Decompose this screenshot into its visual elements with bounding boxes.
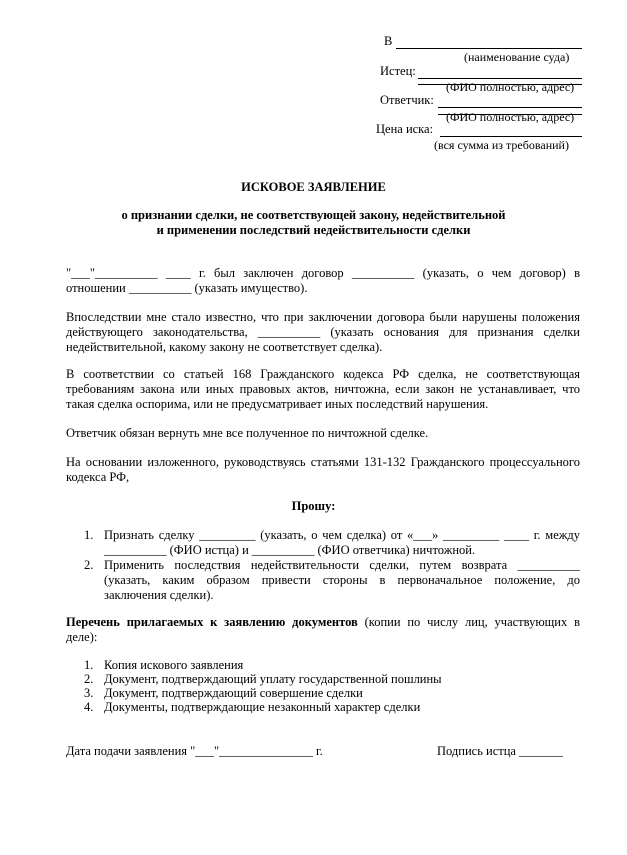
- paragraph-return: [66, 426, 580, 441]
- paragraph-line: требованиям закона или иных правовых актов, ничтожна, если закон не устанавливает, что: [66, 382, 580, 396]
- court-line: [372, 34, 582, 49]
- price-label: Цена иска:: [376, 122, 434, 136]
- price-line: [372, 122, 582, 137]
- paragraph-article-168: [66, 367, 580, 412]
- request-line: __________ (ФИО истца) и __________ (ФИО ответчика) ничтожной.: [104, 543, 476, 557]
- request-line: Применить последствия недействительности сделки, путем возврата __________: [104, 558, 580, 572]
- attachments-heading-line: [66, 615, 580, 630]
- list-item-text: Копия искового заявления: [104, 658, 244, 672]
- list-item-text: Документ, подтверждающий уплату государственной пошлины: [104, 672, 442, 686]
- list-item-number: 2.: [84, 672, 94, 686]
- attachments-heading-rest: (копии по числу лиц, участвующих в: [357, 615, 580, 629]
- paragraph-line: "___"__________ ____ г. был заключен договор __________ (указать, о чем договор) в: [66, 266, 580, 280]
- paragraph-line: В соответствии со статьей 168 Гражданского кодекса РФ сделка, не соответствующая: [66, 367, 580, 381]
- paragraph-line: Впоследствии мне стало известно, что при заключении договора были нарушены положения: [66, 310, 580, 324]
- paragraph-violation: [66, 310, 580, 355]
- price-note: (вся сумма из требований): [434, 138, 569, 152]
- list-item-number: 3.: [84, 686, 94, 700]
- paragraph-line: такая сделка оспорима, или не предусматривает иных последствий нарушения.: [66, 397, 489, 411]
- request-line: (указать, каким образом привести стороны в первоначальное положение, до: [104, 573, 580, 587]
- plaintiff-note: (ФИО полностью, адрес): [446, 80, 575, 94]
- list-item-text: Документ, подтверждающий совершение сделки: [104, 686, 363, 700]
- paragraph-line: действующего законодательства, __________ (указать основания для признания сделки: [66, 325, 580, 339]
- paragraph-basis: [66, 455, 580, 485]
- attachments-heading: [66, 615, 580, 645]
- paragraph-line: отношении __________ (указать имущество).: [66, 281, 308, 295]
- court-note: (наименование суда): [464, 50, 570, 64]
- request-list: [84, 528, 580, 603]
- paragraph-line: На основании изложенного, руководствуясь статьями 131-132 Гражданского процессуального: [66, 455, 580, 469]
- request-line: заключения сделки).: [104, 588, 214, 602]
- paragraph-line: Ответчик обязан вернуть мне все полученное по ничтожной сделке.: [66, 426, 429, 440]
- paragraph-contract: [66, 266, 580, 296]
- request-heading: Прошу:: [291, 499, 336, 513]
- subtitle-line-1: о признании сделки, не соответствующей закону, недействительной: [121, 208, 506, 222]
- paragraph-line: кодекса РФ,: [66, 470, 130, 484]
- submission-date: Дата подачи заявления "___"_______________ г.: [66, 744, 323, 758]
- list-item-number: 4.: [84, 700, 94, 714]
- request-line: Признать сделку _________ (указать, о чем сделка) от «___» _________ ____ г. между: [104, 528, 580, 542]
- request-number: 1.: [84, 528, 94, 542]
- plaintiff-label: Истец:: [380, 64, 416, 78]
- request-number: 2.: [84, 558, 94, 572]
- list-item-text: Документы, подтверждающие незаконный характер сделки: [104, 700, 421, 714]
- document-title: ИСКОВОЕ ЗАЯВЛЕНИЕ: [241, 180, 386, 194]
- price-blank-line: [440, 122, 582, 137]
- request-item: [84, 528, 580, 558]
- list-item-number: 1.: [84, 658, 94, 672]
- paragraph-line: недействительной, какому закону не соответствует сделка).: [66, 340, 383, 354]
- court-prefix: В: [384, 34, 393, 48]
- court-blank-line: [396, 34, 582, 49]
- plaintiff-signature: Подпись истца _______: [437, 744, 563, 758]
- attachments-heading-bold: Перечень прилагаемых к заявлению документов: [66, 615, 358, 629]
- defendant-note: (ФИО полностью, адрес): [446, 110, 575, 124]
- attachments-heading-line-2: деле):: [66, 630, 98, 644]
- subtitle-line-2: и применении последствий недействительности сделки: [156, 223, 471, 237]
- request-item: [84, 558, 580, 603]
- defendant-label: Ответчик:: [380, 93, 434, 107]
